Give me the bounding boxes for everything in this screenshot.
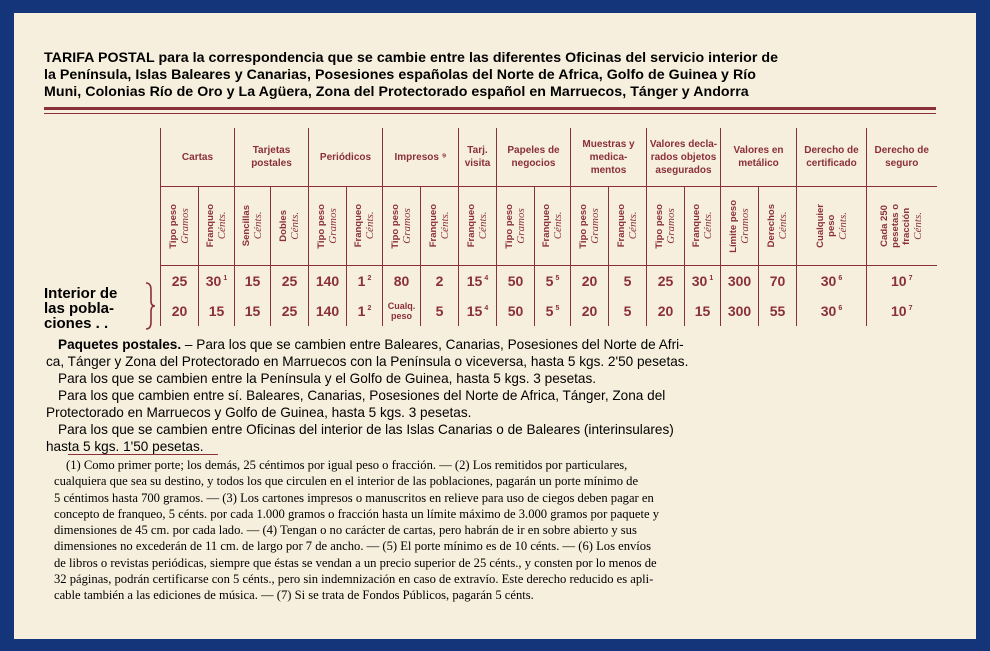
cell-value: 80	[393, 273, 410, 289]
footnote-line: (1) Como primer porte; los demás, 25 céntimos por igual peso o fracción. — (2) Los remitidos por particulares,	[66, 458, 628, 472]
footnote-line: cable también a las ediciones de música. — (7) Si se trata de Fondos Públicos, pagarán 5 cénts.	[54, 588, 534, 603]
sub-header	[271, 187, 309, 266]
table-cell	[309, 296, 347, 326]
group-header-line: Derecho de	[874, 145, 929, 156]
sub-header-label: Franqueo	[691, 204, 702, 248]
footnote-line: concepto de franqueo, 5 cénts. por cada 1.000 gramos o fracción hasta un límite máximo de 3.000 gramos por paquete y	[54, 506, 660, 521]
sub-header-text	[691, 204, 714, 247]
cell-value: 55	[769, 303, 786, 319]
sub-header-label: Franqueo	[466, 204, 477, 248]
cell-value: 30	[820, 273, 837, 289]
paquetes-line: ca, Tánger y Zona del Protectorado en Marruecos con la Península o viceversa, hasta 5 kgs. 2'50 pesetas.	[46, 354, 689, 369]
row-label	[44, 286, 156, 331]
table-cell	[161, 296, 199, 326]
sub-header-unit: Cénts.	[836, 212, 849, 240]
sub-header-text	[815, 204, 849, 248]
sub-header-label: pesetas o	[890, 204, 902, 248]
table-cell	[199, 296, 235, 326]
sub-header	[685, 187, 721, 266]
footnote-ref: 4	[484, 305, 489, 312]
footnote-line: 5 céntimos hasta 700 gramos. — (3) Los cartones impresos o manuscritos en relieve para uso de ciegos deben pagar en	[54, 490, 654, 505]
table-cell	[571, 296, 609, 326]
cell-value: 20	[581, 303, 598, 319]
row-label-line: ciones . .	[44, 315, 109, 332]
footnote-ref: 6	[838, 275, 843, 282]
footnote-ref: 7	[908, 305, 913, 312]
sub-header-unit: Cénts.	[477, 212, 489, 240]
sub-header-text	[879, 204, 924, 248]
cell-value: 1	[357, 273, 366, 289]
table-cell	[867, 266, 937, 297]
sub-header-label: Sencillas	[241, 205, 252, 247]
sub-header-unit: Cénts.	[912, 212, 925, 240]
row-label-line: Interior de	[44, 285, 118, 302]
table-cell	[271, 296, 309, 326]
cell-value: 15	[244, 303, 261, 319]
sub-header-text	[278, 210, 301, 242]
cell-value: 15	[244, 273, 261, 289]
sub-header-unit: Cénts.	[627, 212, 639, 240]
paquetes-section	[46, 336, 934, 455]
footnote-line: dimensiones no excederán de 11 cm. de largo por 7 de ancho. — (5) El porte mínimo es de 10 cénts. — (6) Los envíos	[54, 539, 651, 554]
group-header-line: Cartas	[181, 151, 214, 163]
cell-value: 2	[435, 273, 444, 289]
sub-header-text	[504, 204, 527, 249]
sub-header-label: Límite peso	[728, 199, 739, 253]
table-cell	[497, 296, 535, 326]
paquetes-line: Para los que se cambien entre Oficinas del interior de las Islas Canarias o de Baleares (interinsulares)	[58, 422, 674, 437]
footnote-line: cualquiera que sea su destino, y todos los que circulen en el interior de las poblaciones, pagarán un porte mínimo de	[54, 474, 639, 489]
cell-value: 15	[208, 303, 225, 319]
footnotes	[54, 457, 938, 604]
sub-header-text	[353, 204, 376, 247]
footnote-line: dimensiones de 45 cm. por cada lado. — (4) Tengan o no carácter de cartas, pero habrán de ir en sobre abierto y sus	[54, 523, 637, 538]
cell-value: 50	[507, 303, 524, 319]
sub-header-text	[205, 204, 228, 247]
group-header-line: medica-	[589, 151, 628, 163]
cell-value: 20	[171, 303, 188, 319]
sub-header-label: Franqueo	[205, 204, 216, 248]
group-header-line: postales	[251, 158, 292, 169]
group-header-line: seguro	[885, 158, 919, 169]
paquetes-line: Protectorado en Marruecos y Golfo de Guinea, hasta 5 kgs. 3 pesetas.	[46, 405, 472, 420]
title-rule-thick	[44, 107, 936, 110]
cell-value: 25	[281, 273, 298, 289]
cell-value: 70	[769, 273, 786, 289]
group-header-line: certificado	[806, 158, 857, 169]
sub-header-label: Tipo peso	[504, 203, 515, 249]
group-header-line: Periódicos	[319, 151, 372, 163]
sub-header	[867, 187, 937, 266]
sub-header-label: Tipo peso	[168, 203, 179, 249]
tariff-table	[160, 128, 937, 326]
sub-header-text	[428, 204, 451, 247]
sub-header	[647, 187, 685, 266]
cell-value: 30	[820, 303, 837, 319]
sub-header-label: Dobles	[278, 210, 289, 242]
paquetes-line: Para los que cambien entre sí. Baleares, Canarias, Posesiones del Norte de Africa, Tánger, Zona del	[58, 388, 666, 403]
sub-header-unit: Cénts.	[439, 212, 451, 240]
cell-value: 20	[581, 273, 598, 289]
sub-header-label: Tipo peso	[390, 203, 401, 249]
row-label-line: las pobla-	[44, 300, 115, 317]
sub-header-text	[541, 204, 564, 247]
sub-header-label: Cada 250	[879, 205, 891, 247]
table-cell	[721, 266, 759, 297]
footnote-ref: 2	[367, 275, 372, 282]
group-header	[797, 128, 867, 187]
sub-header-text	[578, 204, 601, 249]
table-cell	[235, 266, 271, 297]
cell-value: 15	[466, 273, 483, 289]
table-cell	[759, 266, 797, 297]
table-cell	[421, 296, 459, 326]
sub-header-text	[728, 200, 751, 253]
sub-header-text	[390, 204, 413, 249]
cell-value: 5	[623, 303, 632, 319]
sub-header-text	[654, 204, 677, 249]
table-cell	[383, 296, 421, 326]
group-header	[867, 128, 937, 187]
table-cell	[571, 266, 609, 297]
group-header	[309, 128, 383, 187]
table-cell	[721, 296, 759, 326]
notes-divider	[68, 454, 218, 455]
cell-value: 10	[891, 273, 907, 289]
sub-header	[421, 187, 459, 266]
sub-header	[383, 187, 421, 266]
cell-value: 140	[315, 303, 340, 319]
sub-header	[161, 187, 199, 266]
group-header	[571, 128, 647, 187]
group-header-line: rados objetos	[650, 151, 717, 163]
group-header	[647, 128, 721, 187]
sub-header-label: peso	[825, 214, 837, 238]
table-cell	[647, 296, 685, 326]
sub-header-label: Franqueo	[428, 204, 439, 248]
table-cell	[685, 296, 721, 326]
sub-header-label: Tipo peso	[316, 203, 327, 249]
group-header-line: metálico	[738, 158, 779, 169]
sub-header-text	[766, 204, 789, 247]
sub-header-label: Cualquier	[814, 204, 826, 248]
cell-value: 30	[205, 273, 222, 289]
sub-header	[497, 187, 535, 266]
group-header	[383, 128, 459, 187]
cell-value: 50	[507, 273, 524, 289]
footnote-ref: 4	[484, 275, 489, 282]
footnote-line: de libros o revistas periódicas, siempre que éstas se vendan a un precio superior de 25 cénts., y consten por lo menos de	[54, 555, 657, 570]
footnote-ref: 5	[555, 305, 560, 312]
paquetes-line: hasta 5 kgs. 1'50 pesetas.	[46, 439, 204, 454]
sub-header-label: fracción	[901, 207, 913, 245]
sub-header	[609, 187, 647, 266]
cell-value: 15	[466, 303, 483, 319]
sub-header-unit: Cénts.	[216, 212, 228, 240]
group-header-line: mentos	[590, 164, 627, 176]
table-cell	[609, 296, 647, 326]
sub-header-unit: Gramos	[515, 208, 527, 244]
cell-value: 5	[623, 273, 632, 289]
sub-header	[759, 187, 797, 266]
sub-header-text	[316, 204, 339, 249]
sub-header-label: Derechos	[766, 204, 777, 248]
table-cell	[459, 266, 497, 297]
sub-header-label: Franqueo	[353, 204, 364, 248]
cell-value: 25	[657, 273, 674, 289]
sub-header-unit: Cénts.	[252, 212, 264, 240]
cell-value: 30	[691, 273, 708, 289]
sub-header	[721, 187, 759, 266]
sub-header-label: Franqueo	[616, 204, 627, 248]
table-cell	[271, 266, 309, 297]
sub-header-unit: Cénts.	[702, 212, 714, 240]
group-header	[497, 128, 571, 187]
sub-header-text	[168, 204, 191, 249]
group-header-line: Derecho de	[804, 145, 859, 156]
paquetes-heading: Paquetes postales.	[58, 337, 182, 352]
title-rule-thin	[44, 113, 936, 114]
cell-value: 20	[657, 303, 674, 319]
row-brace-icon	[144, 282, 156, 330]
sub-header-text	[466, 204, 489, 247]
sub-header	[235, 187, 271, 266]
cell-value: 300	[727, 273, 752, 289]
sub-header-unit: Gramos	[589, 208, 601, 244]
group-header-line: visita	[464, 158, 491, 169]
table-cell	[535, 266, 571, 297]
table-cell	[609, 266, 647, 297]
table-cell	[235, 296, 271, 326]
group-header-line: Valores en	[733, 145, 784, 156]
group-header-line: Tarjetas	[252, 145, 291, 156]
group-header	[235, 128, 309, 187]
sub-header-unit: Cénts.	[552, 212, 564, 240]
footnote-ref: 6	[838, 305, 843, 312]
table-cell	[685, 266, 721, 297]
footnote-ref: 2	[367, 305, 372, 312]
cell-value: 5	[545, 303, 554, 319]
sub-header-text	[616, 204, 639, 247]
sub-header-unit: Gramos	[327, 208, 339, 244]
sub-header	[797, 187, 867, 266]
sub-header	[309, 187, 347, 266]
group-header	[721, 128, 797, 187]
title-line: Muni, Colonias Río de Oro y La Agüera, Zona del Protectorado español en Marruecos, Tánger y Andorra	[44, 84, 749, 100]
tariff-title	[44, 50, 936, 101]
sub-header-unit: Cénts.	[777, 212, 789, 240]
sub-header-unit: Gramos	[401, 208, 413, 244]
table-cell	[421, 266, 459, 297]
paquetes-text: – Para los que se cambien entre Baleares, Canarias, Posesiones del Norte de Afri-	[181, 337, 684, 352]
sub-header-label: Tipo peso	[654, 203, 665, 249]
title-line: la Península, Islas Baleares y Canarias, Posesiones españolas del Norte de Africa, Golfo de Guinea y Río	[44, 67, 756, 83]
sub-header-unit: Gramos	[179, 208, 191, 244]
cell-value: 10	[891, 303, 907, 319]
table-cell	[199, 266, 235, 297]
footnote-ref: 7	[908, 275, 913, 282]
table-cell	[647, 266, 685, 297]
sub-header	[535, 187, 571, 266]
table-cell	[347, 266, 383, 297]
sub-header	[571, 187, 609, 266]
footnote-line: 32 páginas, podrán certificarse con 5 cénts., pero sin indemnización en caso de extravío. Este derecho reducido es apli-	[54, 572, 654, 587]
table-cell	[759, 296, 797, 326]
table-cell	[309, 266, 347, 297]
title-line: TARIFA POSTAL para la correspondencia que se cambie entre las diferentes Oficinas del servicio interior de	[44, 50, 779, 66]
group-header-line: Valores decla-	[649, 138, 718, 150]
paquetes-line	[58, 336, 934, 353]
sub-header-unit: Cénts.	[364, 212, 376, 240]
cell-value: 25	[281, 303, 298, 319]
group-header	[161, 128, 235, 187]
table-cell	[797, 296, 867, 326]
sub-header-label: Franqueo	[541, 204, 552, 248]
cell-value: peso	[390, 311, 412, 321]
sub-header	[459, 187, 497, 266]
table-cell	[535, 296, 571, 326]
sub-header-text	[241, 205, 264, 246]
sub-header	[199, 187, 235, 266]
table-cell	[459, 296, 497, 326]
table-cell	[797, 266, 867, 297]
cell-value: 140	[315, 273, 340, 289]
group-header-line: Tarj.	[467, 145, 488, 156]
cell-value: 25	[171, 273, 188, 289]
table-cell	[347, 296, 383, 326]
sub-header-unit: Gramos	[665, 208, 677, 244]
group-header-line: Muestras y	[582, 138, 635, 150]
cell-value: 5	[435, 303, 444, 319]
group-header	[459, 128, 497, 187]
footnote-ref: 1	[709, 275, 714, 282]
cell-value: 1	[357, 303, 366, 319]
group-header-line: asegurados	[655, 164, 712, 176]
group-header-line: Impresos ⁹	[394, 151, 447, 163]
cell-value: 15	[694, 303, 711, 319]
group-header-line: Papeles de	[507, 145, 560, 156]
sub-header-label: Tipo peso	[578, 203, 589, 249]
table-cell	[383, 266, 421, 297]
sub-header	[347, 187, 383, 266]
table-cell	[161, 266, 199, 297]
sub-header-unit: Gramos	[739, 208, 751, 244]
footnote-ref: 1	[223, 275, 228, 282]
group-header-line: negocios	[511, 158, 556, 169]
cell-value: Cualq.	[387, 301, 416, 311]
table-cell	[497, 266, 535, 297]
cell-value: 300	[727, 303, 752, 319]
paquetes-line: Para los que se cambien entre la Península y el Golfo de Guinea, hasta 5 kgs. 3 pesetas.	[58, 371, 597, 386]
footnote-ref: 5	[555, 275, 560, 282]
sub-header-unit: Cénts.	[289, 212, 301, 240]
cell-value: 5	[545, 273, 554, 289]
table-cell	[867, 296, 937, 326]
